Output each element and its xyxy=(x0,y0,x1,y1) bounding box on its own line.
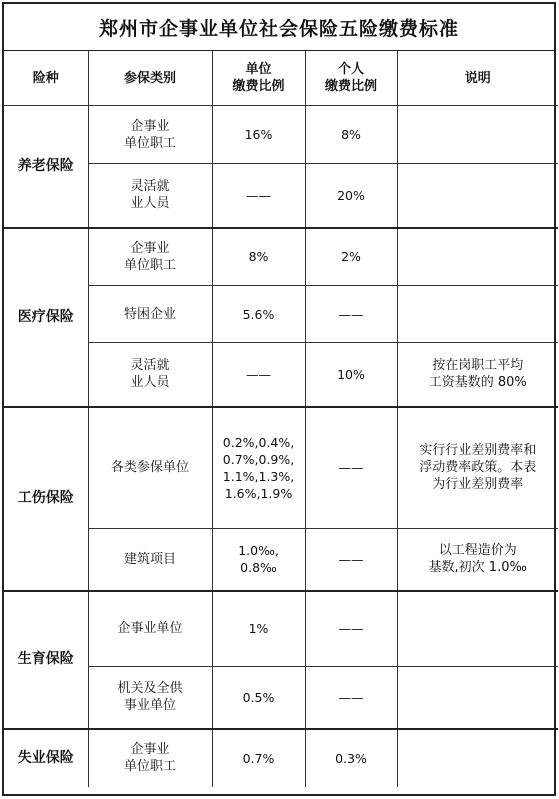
insurance-kind-unemployment: 失业保险 xyxy=(4,729,88,787)
page-title: 郑州市企事业单位社会保险五险缴费标准 xyxy=(4,4,554,51)
insurance-kind-medical: 医疗保险 xyxy=(4,228,88,407)
table-row xyxy=(4,286,558,343)
insurance-kind-maternity: 生育保险 xyxy=(4,591,88,729)
category-cell: 机关及全供 事业单位 xyxy=(88,667,212,729)
category-cell: 企事业 单位职工 xyxy=(88,106,212,164)
unit-rate-cell: 0.5% xyxy=(212,667,305,729)
unit-rate-cell: 16% xyxy=(212,106,305,164)
note-cell xyxy=(397,228,558,286)
unit-rate-cell: 1.0‰, 0.8‰ xyxy=(212,529,305,591)
insurance-kind-pension: 养老保险 xyxy=(4,106,88,228)
table-row xyxy=(4,343,558,407)
table-row xyxy=(4,529,558,591)
personal-rate-cell: 10% xyxy=(305,343,397,407)
note-cell: 以工程造价为 基数,初次 1.0‰ xyxy=(397,529,558,591)
category-cell: 建筑项目 xyxy=(88,529,212,591)
insurance-kind-injury: 工伤保险 xyxy=(4,407,88,591)
unit-rate-cell: 0.7% xyxy=(212,729,305,787)
table-row xyxy=(4,228,558,286)
unit-rate-cell: 8% xyxy=(212,228,305,286)
unit-rate-cell: 1% xyxy=(212,591,305,667)
note-cell xyxy=(397,106,558,164)
personal-rate-cell: —— xyxy=(305,529,397,591)
header-category: 参保类别 xyxy=(88,51,212,106)
table-row xyxy=(4,407,558,529)
category-cell: 特困企业 xyxy=(88,286,212,343)
personal-rate-cell: 2% xyxy=(305,228,397,286)
note-cell xyxy=(397,286,558,343)
header-kind: 险种 xyxy=(4,51,88,106)
header-note: 说明 xyxy=(397,51,558,106)
category-cell: 各类参保单位 xyxy=(88,407,212,529)
personal-rate-cell: —— xyxy=(305,591,397,667)
category-cell: 企事业 单位职工 xyxy=(88,729,212,787)
unit-rate-cell: —— xyxy=(212,343,305,407)
category-cell: 灵活就 业人员 xyxy=(88,164,212,228)
table-row xyxy=(4,729,558,787)
insurance-standards-sheet xyxy=(2,2,556,796)
note-cell xyxy=(397,164,558,228)
note-cell: 实行行业差别费率和 浮动费率政策。本表 为行业差别费率 xyxy=(397,407,558,529)
personal-rate-cell: —— xyxy=(305,407,397,529)
unit-rate-cell: 5.6% xyxy=(212,286,305,343)
personal-rate-cell: 8% xyxy=(305,106,397,164)
personal-rate-cell: —— xyxy=(305,667,397,729)
header-row xyxy=(4,51,558,106)
table-row xyxy=(4,106,558,164)
unit-rate-cell: 0.2%,0.4%, 0.7%,0.9%, 1.1%,1.3%, 1.6%,1.9% xyxy=(212,407,305,529)
note-cell xyxy=(397,591,558,667)
personal-rate-cell: 0.3% xyxy=(305,729,397,787)
note-cell xyxy=(397,729,558,787)
personal-rate-cell: 20% xyxy=(305,164,397,228)
category-cell: 企事业 单位职工 xyxy=(88,228,212,286)
personal-rate-cell: —— xyxy=(305,286,397,343)
insurance-table xyxy=(4,51,558,787)
category-cell: 灵活就 业人员 xyxy=(88,343,212,407)
table-row xyxy=(4,164,558,228)
table-row xyxy=(4,667,558,729)
table-row xyxy=(4,591,558,667)
header-unit-rate: 单位 缴费比例 xyxy=(212,51,305,106)
header-personal-rate: 个人 缴费比例 xyxy=(305,51,397,106)
note-cell xyxy=(397,667,558,729)
category-cell: 企事业单位 xyxy=(88,591,212,667)
note-cell: 按在岗职工平均 工资基数的 80% xyxy=(397,343,558,407)
unit-rate-cell: —— xyxy=(212,164,305,228)
